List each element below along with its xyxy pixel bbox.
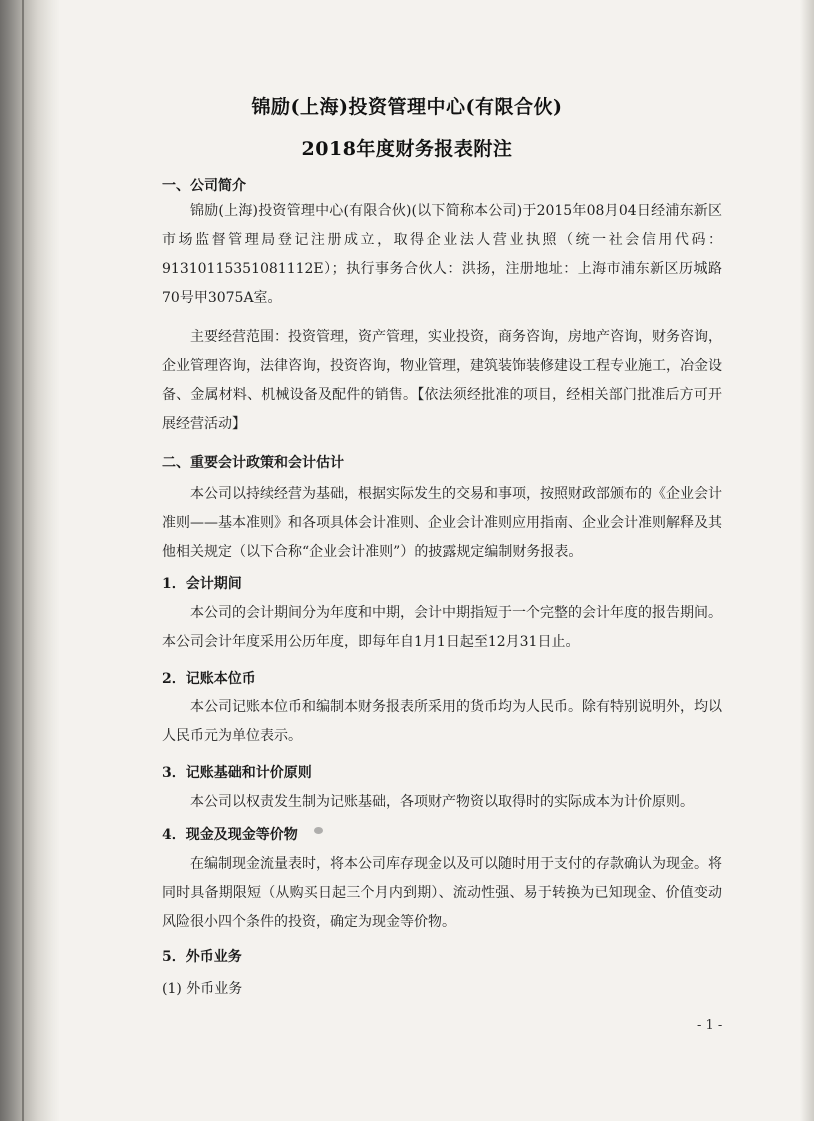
accounting-period-paragraph: 本公司的会计期间分为年度和中期，会计中期指短于一个完整的会计年度的报告期间。本公司会计年度采用公历年度，即每年自1月1日起至12月31日止。 — [162, 605, 722, 650]
company-profile-paragraph: 锦励(上海)投资管理中心(有限合伙)(以下简称本公司)于2015年08月04日经浦东新区市场监督管理局登记注册成立，取得企业法人营业执照（统一社会信用代码：91310115351081112E）；执行事务合伙人：洪扬，注册地址：上海市浦东新区历城路70号甲3075A室。 — [162, 203, 722, 306]
accounting-policies-paragraph: 本公司以持续经营为基础，根据实际发生的交易和事项，按照财政部颁布的《企业会计准则——基本准则》和各项具体会计准则、企业会计准则应用指南、企业会计准则解释及其他相关规定（以下合称“企业会计准则”）的披露规定编制财务报表。 — [162, 486, 722, 560]
document-subtitle: 2018年度财务报表附注 — [301, 138, 513, 160]
business-scope-paragraph: 主要经营范围：投资管理，资产管理，实业投资，商务咨询，房地产咨询，财务咨询，企业管理咨询，法律咨询，投资咨询，物业管理，建筑装饰装修建设工程专业施工，冶金设备、金属材料、机械设备及配件的销售。【依法须经批准的项目，经相关部门批准后方可开展经营活动】 — [162, 329, 722, 432]
heading-accounting-basis: 3．记账基础和计价原则 — [162, 765, 312, 781]
section-heading-accounting-policies: 二、重要会计政策和会计估计 — [162, 455, 344, 471]
subheading-foreign-currency-business: (1) 外币业务 — [162, 981, 243, 997]
heading-functional-currency: 2．记账本位币 — [162, 671, 256, 687]
document-title: 锦励(上海)投资管理中心(有限合伙) — [251, 96, 563, 118]
section-heading-company-profile: 一、公司简介 — [162, 178, 246, 194]
accounting-basis-paragraph: 本公司以权责发生制为记账基础，各项财产物资以取得时的实际成本为计价原则。 — [190, 794, 694, 810]
heading-cash-equivalents: 4．现金及现金等价物 — [162, 827, 298, 843]
functional-currency-paragraph: 本公司记账本位币和编制本财务报表所采用的货币均为人民币。除有特别说明外，均以人民币元为单位表示。 — [162, 699, 722, 744]
heading-accounting-period: 1．会计期间 — [162, 576, 242, 592]
scan-speck — [314, 827, 323, 834]
page-number: - 1 - — [697, 1018, 723, 1033]
heading-foreign-currency: 5．外币业务 — [162, 949, 242, 965]
cash-equivalents-paragraph: 在编制现金流量表时，将本公司库存现金以及可以随时用于支付的存款确认为现金。将同时具备期限短（从购买日起三个月内到期）、流动性强、易于转换为已知现金、价值变动风险很小四个条件的投资，确定为现金等价物。 — [162, 856, 722, 930]
